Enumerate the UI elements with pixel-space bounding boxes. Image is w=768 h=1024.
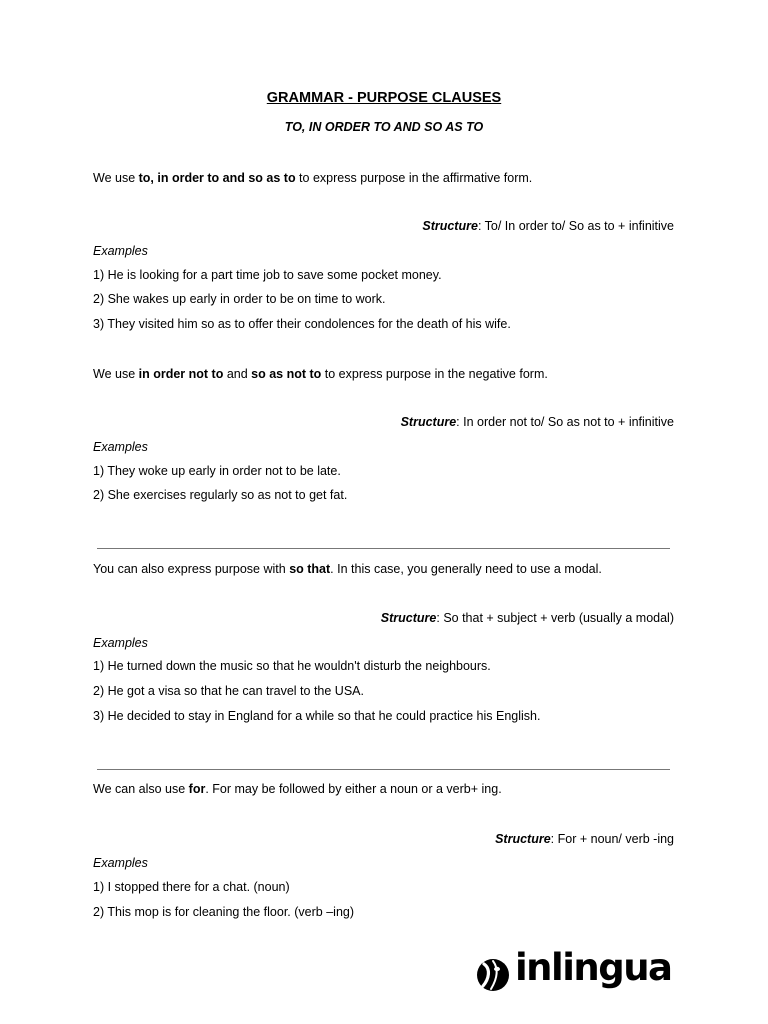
section1-example: 3) They visited him so as to offer their condolences for the death of his wife. bbox=[93, 317, 511, 331]
section1-examples-label: Examples bbox=[93, 244, 148, 258]
section2-example: 2) She exercises regularly so as not to get fat. bbox=[93, 488, 348, 502]
section3-example: 3) He decided to stay in England for a while so that he could practice his English. bbox=[93, 709, 541, 723]
section3-structure: Structure: So that + subject + verb (usually a modal) bbox=[380, 611, 674, 625]
section1-example: 1) He is looking for a part time job to save some pocket money. bbox=[93, 268, 442, 282]
section3-example: 2) He got a visa so that he can travel to the USA. bbox=[93, 684, 364, 698]
page-title: GRAMMAR - PURPOSE CLAUSES bbox=[266, 90, 502, 106]
section1-example: 2) She wakes up early in order to be on time to work. bbox=[93, 292, 386, 306]
section1-structure: Structure: To/ In order to/ So as to + infinitive bbox=[422, 219, 674, 233]
section3-intro: You can also express purpose with so that. In this case, you generally need to use a modal. bbox=[93, 562, 602, 576]
section2-structure: Structure: In order not to/ So as not to + infinitive bbox=[400, 415, 674, 429]
page-subtitle: TO, IN ORDER TO AND SO AS TO bbox=[284, 120, 484, 134]
section2-example: 1) They woke up early in order not to be late. bbox=[93, 464, 341, 478]
section-divider bbox=[97, 548, 670, 549]
section4-example: 1) I stopped there for a chat. (noun) bbox=[93, 880, 290, 894]
section4-structure: Structure: For + noun/ verb -ing bbox=[495, 832, 674, 846]
section4-intro: We can also use for. For may be followed by either a noun or a verb+ ing. bbox=[93, 782, 502, 796]
section-divider bbox=[97, 769, 670, 770]
inlingua-logo bbox=[475, 946, 675, 998]
section3-example: 1) He turned down the music so that he wouldn't disturb the neighbours. bbox=[93, 659, 491, 673]
logo-wordmark: inlingua bbox=[515, 946, 672, 989]
inlingua-globe-icon bbox=[475, 955, 511, 995]
section3-examples-label: Examples bbox=[93, 636, 148, 650]
section2-examples-label: Examples bbox=[93, 440, 148, 454]
section4-examples-label: Examples bbox=[93, 856, 148, 870]
section2-intro: We use in order not to and so as not to to express purpose in the negative form. bbox=[93, 367, 548, 381]
section4-example: 2) This mop is for cleaning the floor. (verb –ing) bbox=[93, 905, 355, 919]
section1-intro: We use to, in order to and so as to to express purpose in the affirmative form. bbox=[93, 171, 533, 185]
